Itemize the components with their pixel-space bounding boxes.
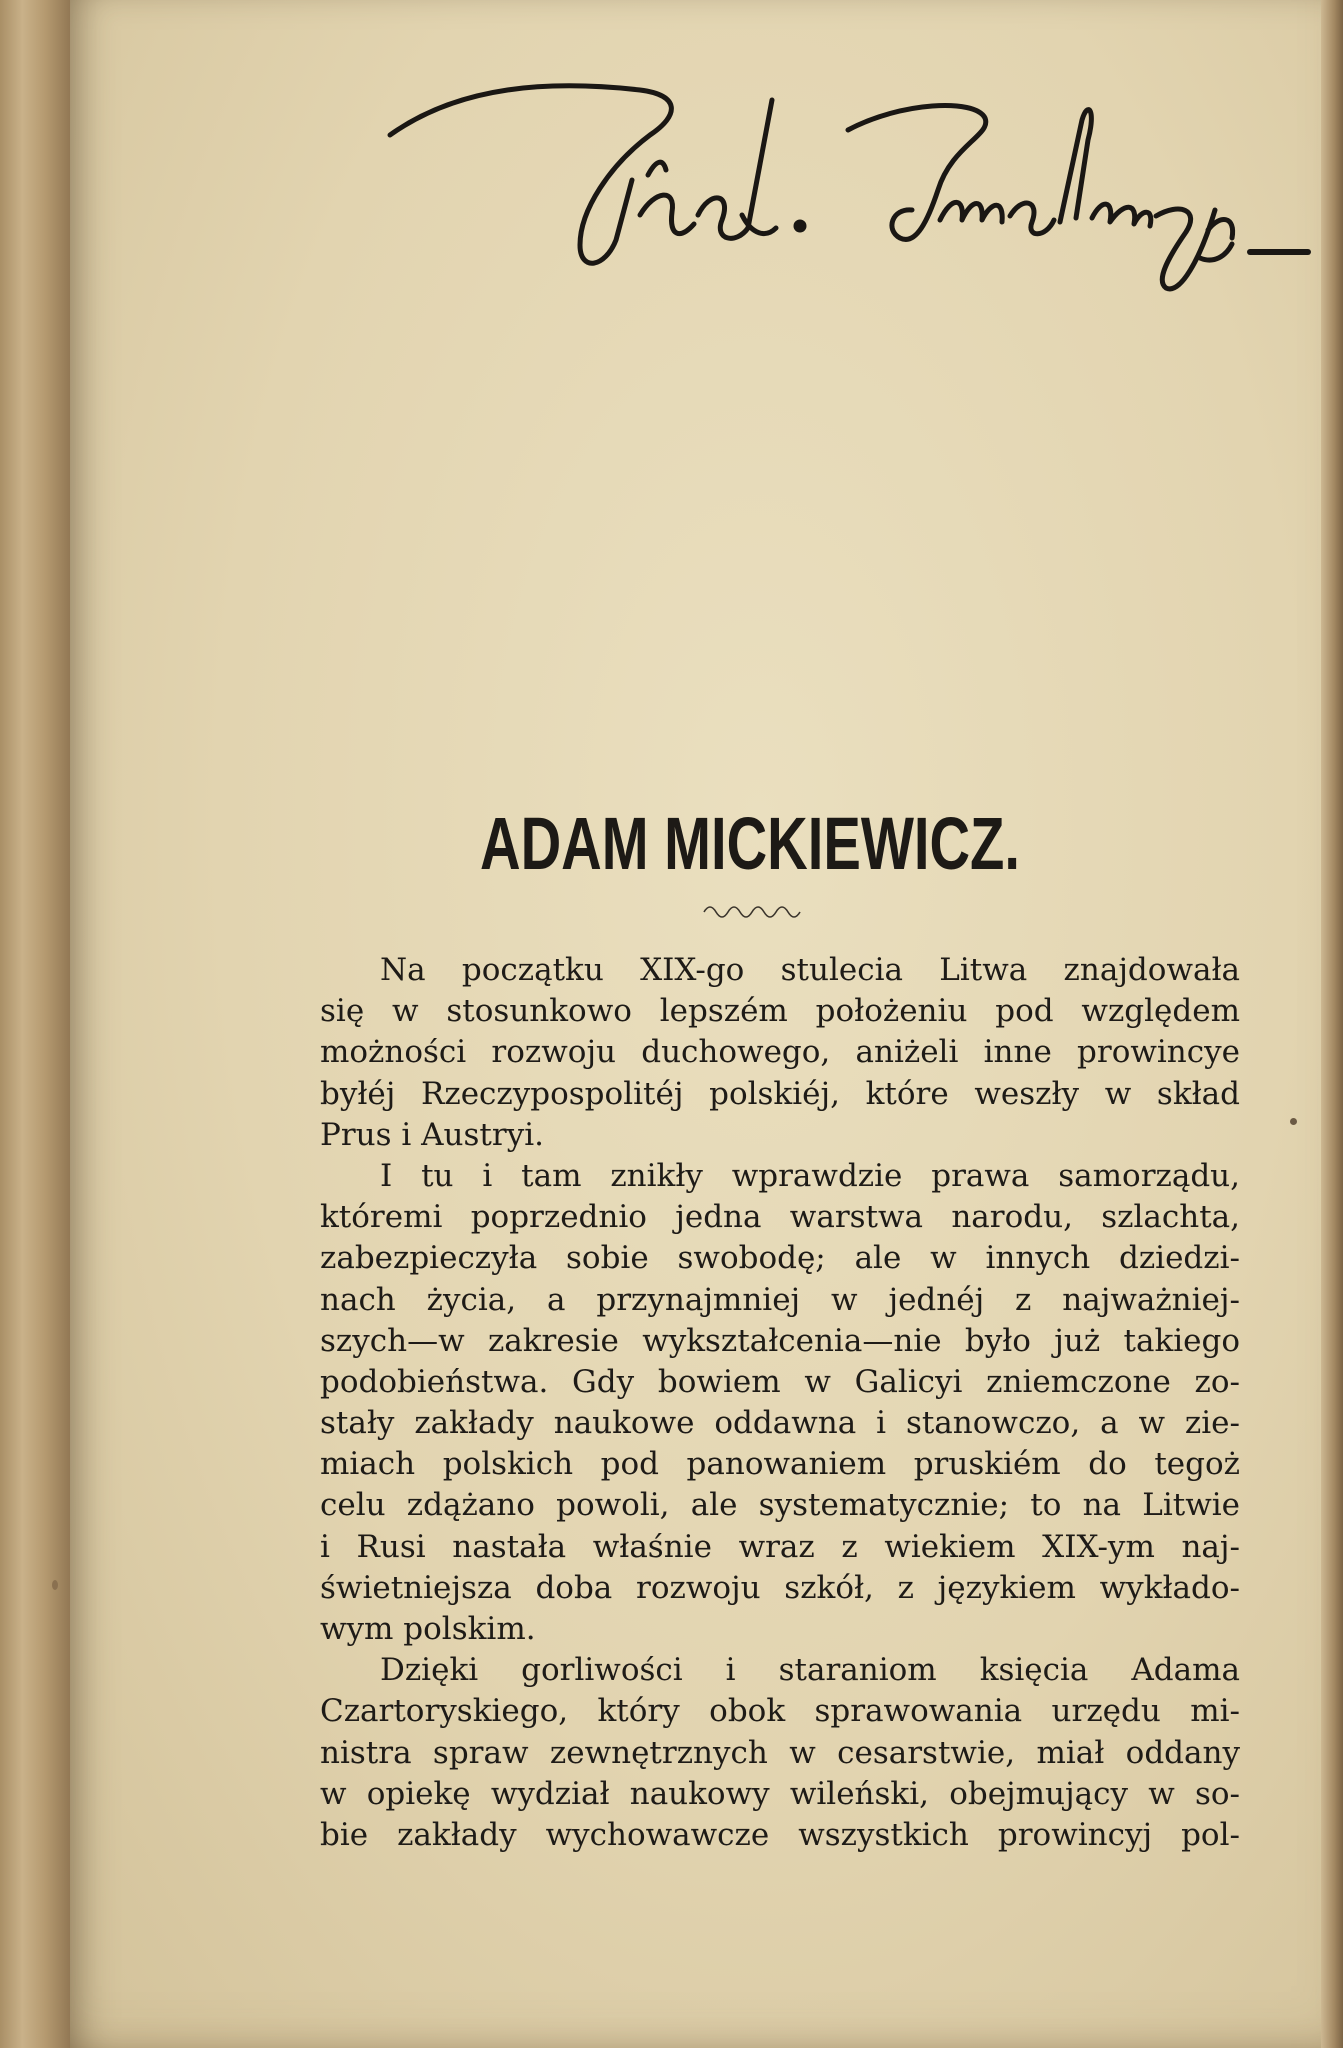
handwritten-signature: [380, 40, 1310, 300]
text-line: podobieństwa. Gdy bowiem w Galicyi zniemczone zo-: [320, 1363, 1240, 1400]
text-line: nistra spraw zewnętrznych w cesarstwie, miał oddany: [320, 1734, 1240, 1771]
text-line: I tu i tam znikły wprawdzie prawa samorządu,: [380, 1157, 1240, 1194]
page-edge: [1321, 0, 1343, 2048]
text-line: byłéj Rzeczypospolitéj polskiéj, które weszły w skład: [320, 1075, 1240, 1112]
text-line: stały zakłady naukowe oddawna i stanowczo, a w zie-: [320, 1405, 1240, 1442]
text-line: miach polskich pod panowaniem pruskiém do tegoż: [320, 1446, 1240, 1483]
text-line: nach życia, a przynajmniej w jednéj z najważniej-: [320, 1281, 1240, 1318]
text-line: Czartoryskiego, który obok sprawowania urzędu mi-: [320, 1693, 1240, 1730]
title-text-graphic: [470, 795, 1030, 885]
text-line: wym polskim.: [320, 1611, 536, 1647]
text-line: bie zakłady wychowawcze wszystkich prowincyj pol-: [320, 1816, 1240, 1853]
text-line: Na początku XIX-go stulecia Litwa znajdowała: [380, 952, 1240, 988]
text-line: Prus i Austryi.: [320, 1116, 544, 1153]
body-text: [320, 950, 1240, 1856]
text-line: się w stosunkowo lepszém położeniu pod względem: [320, 993, 1240, 1030]
text-line: celu zdążano powoli, ale systematycznie; to na Litwie: [320, 1487, 1240, 1524]
ornament-wave-divider: [700, 900, 810, 920]
text-line: zabezpieczyła sobie swobodę; ale w innych dziedzi-: [320, 1240, 1240, 1277]
ink-speck: [1290, 1118, 1297, 1125]
text-line: i Rusi nastała właśnie wraz z wiekiem XIX-ym naj-: [320, 1528, 1240, 1565]
text-line: Dzięki gorliwości i staraniom księcia Adama: [380, 1652, 1240, 1689]
title-text: ADAM MICKIEWICZ.: [479, 802, 1020, 885]
text-line: w opiekę wydział naukowy wileński, obejmujący w so-: [320, 1775, 1240, 1812]
text-line: szych—w zakresie wykształcenia—nie było już takiego: [320, 1322, 1240, 1359]
text-line: świetniejsza doba rozwoju szkół, z językiem wykłado-: [320, 1569, 1240, 1606]
page-title: [470, 795, 1030, 885]
text-line: możności rozwoju duchowego, aniżeli inne prowincye: [320, 1034, 1240, 1071]
paper-blemish: [52, 1580, 58, 1590]
text-line: któremi poprzednio jedna warstwa narodu, szlachta,: [320, 1199, 1240, 1236]
